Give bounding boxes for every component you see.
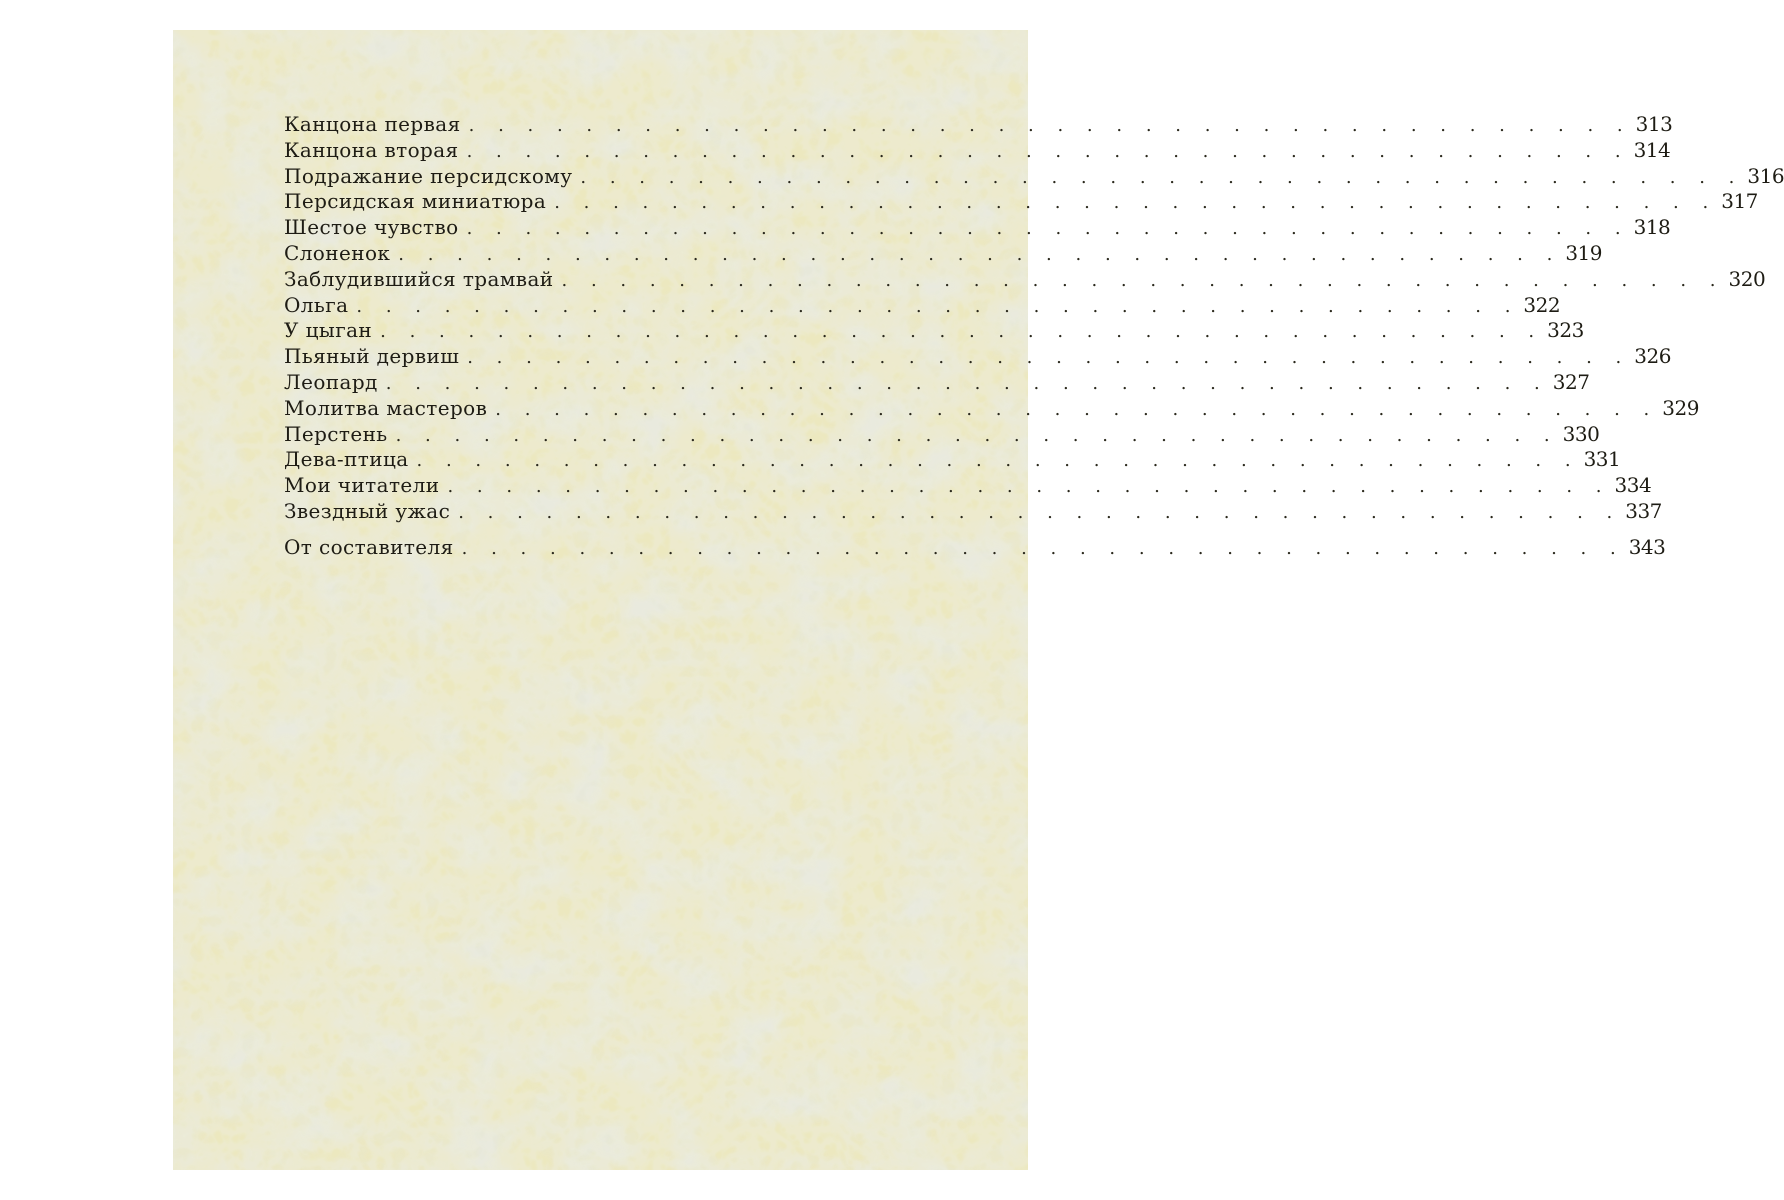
toc-entry-page-number: 316	[1747, 163, 1784, 188]
toc-entry-page-number: 322	[1523, 292, 1561, 317]
toc-entry-title: Канцона первая	[284, 112, 461, 136]
toc-entry-page-number: 320	[1728, 266, 1766, 291]
toc-entry	[284, 473, 1652, 499]
toc-dot-leader: . . . . . . . . . . . . . . . . . . . . . . . . . . . . . . . . . . . . . . . .	[458, 501, 1622, 523]
toc-entry	[284, 189, 1758, 215]
table-of-contents	[284, 112, 1784, 561]
toc-dot-leader: . . . . . . . . . . . . . . . . . . . . . . . . . . . . . . . . . . . . . . . .	[398, 243, 1562, 265]
toc-entry-page-number: 327	[1552, 369, 1590, 394]
toc-dot-leader: . . . . . . . . . . . . . . . . . . . . . . . . . . . . . . . . . . . . . . . .	[466, 140, 1630, 162]
toc-dot-leader: . . . . . . . . . . . . . . . . . . . . . . . . . . . . . . . . . . . . . . . .	[468, 115, 1632, 136]
toc-entry-page-number: 330	[1562, 421, 1600, 446]
toc-entry-page-number: 317	[1721, 189, 1758, 214]
toc-entry-title: От составителя	[284, 534, 454, 559]
toc-entry	[284, 137, 1671, 164]
toc-dot-leader: . . . . . . . . . . . . . . . . . . . . . . . . . . . . . . . . . . . . . . . .	[395, 424, 1559, 446]
toc-entry-page-number: 326	[1634, 344, 1671, 369]
book-page	[173, 30, 1784, 1170]
toc-dot-leader: . . . . . . . . . . . . . . . . . . . . . . . . . . . . . . . . . . . . . . . .	[554, 192, 1718, 214]
toc-entry	[284, 498, 1662, 525]
toc-entry-title: Подражание персидскому	[284, 163, 573, 188]
toc-entry-title: У цыган	[284, 318, 373, 343]
toc-dot-leader: . . . . . . . . . . . . . . . . . . . . . . . . . . . . . . . . . . . . . . . .	[356, 295, 1520, 317]
toc-entry-page-number: 314	[1633, 137, 1671, 162]
toc-entry-title: Леопард	[284, 369, 378, 394]
toc-entry-title: Слоненок	[284, 240, 391, 265]
toc-entry-page-number: 337	[1625, 498, 1662, 523]
toc-dot-leader: . . . . . . . . . . . . . . . . . . . . . . . . . . . . . . . . . . . . . . . .	[380, 321, 1544, 343]
toc-entry-page-number: 318	[1633, 215, 1671, 240]
toc-dot-leader: . . . . . . . . . . . . . . . . . . . . . . . . . . . . . . . . . . . . . . . .	[561, 269, 1725, 291]
toc-entry-title: Молитва мастеров	[284, 395, 488, 420]
toc-entry-title: Ольга	[284, 292, 349, 317]
toc-entry	[284, 240, 1602, 267]
toc-entry-page-number: 313	[1635, 112, 1673, 136]
toc-entry-title: Перстень	[284, 421, 388, 446]
toc-entry	[284, 112, 1673, 138]
toc-entry	[284, 447, 1621, 473]
toc-entry-page-number: 334	[1614, 473, 1652, 498]
toc-entry-page-number: 331	[1583, 447, 1621, 472]
toc-entry	[284, 292, 1561, 319]
toc-dot-leader: . . . . . . . . . . . . . . . . . . . . . . . . . . . . . . . . . . . . . . . .	[416, 450, 1580, 472]
toc-dot-leader: . . . . . . . . . . . . . . . . . . . . . . . . . . . . . . . . . . . . . . . .	[580, 166, 1744, 188]
toc-entry	[284, 318, 1584, 344]
toc-entry-page-number: 323	[1547, 318, 1584, 343]
toc-entry-page-number: 319	[1565, 240, 1602, 265]
toc-entry	[284, 266, 1766, 293]
toc-entry-title: Персидская миниатюра	[284, 189, 547, 214]
toc-entry-title: Канцона вторая	[284, 137, 459, 162]
toc-entry	[284, 534, 1666, 561]
toc-entry-title: Мои читатели	[284, 473, 440, 498]
toc-entry-page-number: 329	[1662, 395, 1699, 420]
toc-entry	[284, 421, 1600, 448]
toc-entry-title: Заблудившийся трамвай	[284, 266, 554, 291]
toc-entry-page-number: 343	[1628, 534, 1666, 559]
toc-entry-title: Звездный ужас	[284, 498, 451, 523]
toc-entry-title: Дева-птица	[284, 447, 409, 472]
toc-entry	[284, 369, 1590, 396]
toc-entry	[284, 163, 1784, 190]
toc-entry	[284, 344, 1671, 370]
toc-dot-leader: . . . . . . . . . . . . . . . . . . . . . . . . . . . . . . . . . . . . . . . .	[495, 398, 1659, 420]
toc-dot-leader: . . . . . . . . . . . . . . . . . . . . . . . . . . . . . . . . . . . . . . . .	[385, 372, 1549, 394]
toc-dot-leader: . . . . . . . . . . . . . . . . . . . . . . . . . . . . . . . . . . . . . . . .	[461, 537, 1625, 559]
toc-dot-leader: . . . . . . . . . . . . . . . . . . . . . . . . . . . . . . . . . . . . . . . .	[467, 347, 1631, 369]
toc-dot-leader: . . . . . . . . . . . . . . . . . . . . . . . . . . . . . . . . . . . . . . . .	[447, 476, 1611, 498]
toc-dot-leader: . . . . . . . . . . . . . . . . . . . . . . . . . . . . . . . . . . . . . . . .	[466, 218, 1630, 240]
toc-entry	[284, 395, 1699, 422]
toc-entry	[284, 215, 1671, 241]
toc-entry-title: Пьяный дервиш	[284, 344, 460, 369]
toc-entry-title: Шестое чувство	[284, 215, 459, 240]
